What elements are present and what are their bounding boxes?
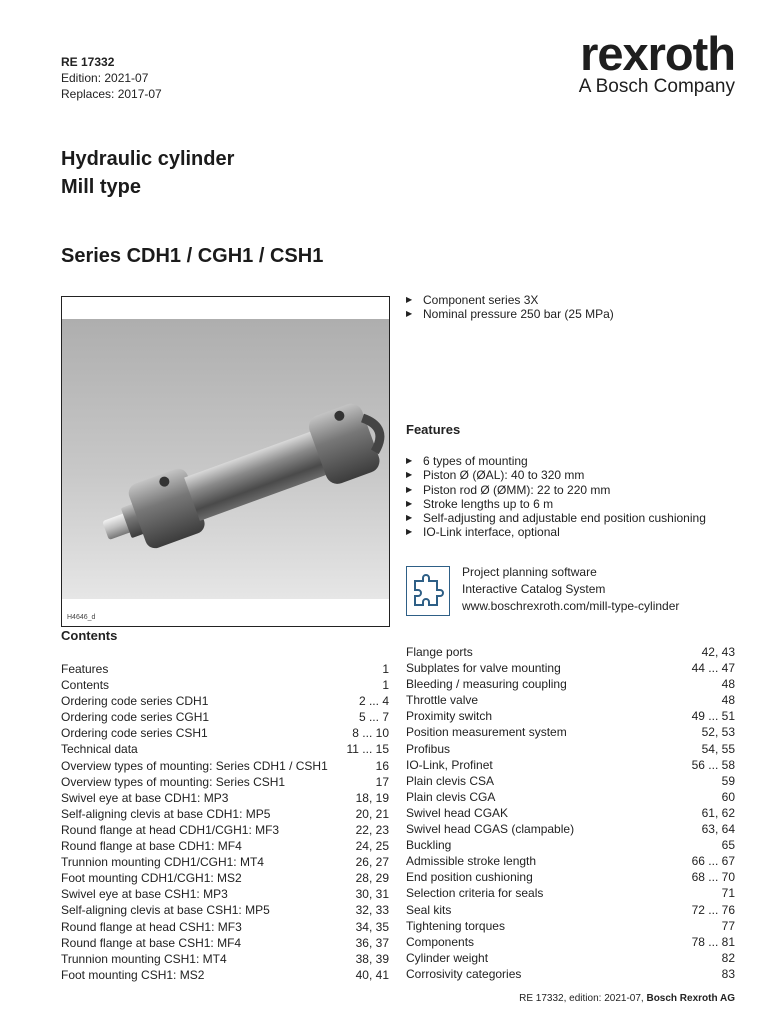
contents-entry-page: 30, 31: [355, 887, 389, 902]
contents-row[interactable]: [61, 758, 389, 774]
contents-entry-label: Plain clevis CSA: [406, 773, 495, 788]
spec-bullet: ▶ Component series 3X: [406, 293, 614, 307]
contents-entry-label: Trunnion mounting CSH1: MT4: [61, 951, 227, 966]
contents-entry-label: Admissible stroke length: [406, 854, 537, 869]
contents-entry-page: 8 ... 10: [352, 726, 389, 741]
features-heading: Features: [406, 422, 461, 437]
contents-entry-page: 71: [721, 886, 735, 901]
contents-entry-label: Cylinder weight: [406, 950, 489, 965]
contents-entry-label: IO-Link, Profinet: [406, 757, 493, 772]
contents-entry-label: Technical data: [61, 742, 138, 757]
contents-entry-page: 56 ... 58: [691, 757, 735, 772]
contents-entry-page: 24, 25: [355, 839, 389, 854]
spec-bullet: ▶ Nominal pressure 250 bar (25 MPa): [406, 307, 614, 321]
contents-entry-page: 54, 55: [701, 741, 735, 756]
brand-tagline: A Bosch Company: [578, 76, 735, 97]
contents-row[interactable]: [61, 854, 389, 870]
replaces: Replaces: 2017-07: [61, 87, 162, 101]
contents-entry-page: 36, 37: [355, 935, 389, 950]
contents-entry-page: 72 ... 76: [691, 902, 735, 917]
contents-row[interactable]: [406, 918, 735, 934]
contents-entry-label: Swivel eye at base CSH1: MP3: [61, 887, 228, 902]
contents-row[interactable]: [61, 902, 389, 918]
contents-row[interactable]: [406, 644, 735, 660]
contents-entry-label: Flange ports: [406, 645, 473, 659]
contents-row[interactable]: [61, 935, 389, 951]
contents-row[interactable]: [406, 805, 735, 821]
contents-row[interactable]: [406, 934, 735, 950]
feature-item: ▶ 6 types of mounting: [406, 454, 706, 468]
contents-entry-label: Plain clevis CGA: [406, 789, 496, 804]
title-line-1: Hydraulic cylinder: [61, 148, 235, 170]
contents-row[interactable]: [406, 853, 735, 869]
catalog-line-1: Project planning software: [462, 565, 597, 579]
contents-row[interactable]: [61, 774, 389, 790]
contents-row[interactable]: [61, 886, 389, 902]
contents-row[interactable]: [61, 725, 389, 741]
contents-entry-page: 16: [375, 758, 389, 773]
contents-entry-label: Trunnion mounting CDH1/CGH1: MT4: [61, 855, 264, 870]
contents-row[interactable]: [406, 821, 735, 837]
contents-row[interactable]: [61, 741, 389, 757]
footer-company: Bosch Rexroth AG: [646, 993, 735, 1004]
feature-item: ▶ Piston rod Ø (ØMM): 22 to 220 mm: [406, 483, 706, 497]
contents-row[interactable]: [61, 838, 389, 854]
contents-entry-label: Corrosivity categories: [406, 966, 522, 981]
contents-entry-label: Round flange at base CDH1: MF4: [61, 839, 242, 854]
contents-entry-label: Features: [61, 662, 109, 676]
contents-entry-label: Self-aligning clevis at base CDH1: MP5: [61, 806, 271, 821]
contents-entry-label: Overview types of mounting: Series CDH1 / CSH1: [61, 758, 328, 773]
contents-row[interactable]: [406, 966, 735, 982]
contents-entry-label: Contents: [61, 678, 110, 693]
spec-bullets: [406, 293, 614, 322]
contents-entry-label: Round flange at head CDH1/CGH1: MF3: [61, 822, 280, 837]
contents-row[interactable]: [406, 741, 735, 757]
contents-row[interactable]: [61, 967, 389, 983]
contents-entry-page: 40, 41: [355, 967, 389, 982]
contents-entry-label: Overview types of mounting: Series CSH1: [61, 774, 286, 789]
contents-list-left: [61, 661, 389, 983]
contents-entry-label: Proximity switch: [406, 709, 493, 724]
contents-row[interactable]: [406, 789, 735, 805]
catalog-url[interactable]: www.boschrexroth.com/mill-type-cylinder: [462, 599, 680, 613]
catalog-info: [462, 564, 679, 615]
contents-entry-page: 18, 19: [355, 790, 389, 805]
contents-entry-label: Selection criteria for seals: [406, 886, 544, 901]
contents-entry-page: 48: [721, 677, 735, 692]
contents-entry-label: Tightening torques: [406, 918, 505, 933]
contents-entry-label: Profibus: [406, 741, 451, 756]
contents-row[interactable]: [61, 677, 389, 693]
contents-row[interactable]: [406, 885, 735, 901]
contents-entry-label: Throttle valve: [406, 693, 479, 708]
contents-entry-page: 1: [382, 678, 389, 693]
contents-row[interactable]: [406, 950, 735, 966]
contents-entry-page: 22, 23: [355, 822, 389, 837]
contents-entry-label: Seal kits: [406, 902, 452, 917]
contents-entry-page: 38, 39: [355, 951, 389, 966]
contents-row[interactable]: [61, 709, 389, 725]
contents-entry-label: Foot mounting CDH1/CGH1: MS2: [61, 871, 242, 886]
contents-entry-page: 44 ... 47: [691, 661, 735, 676]
contents-entry-page: 52, 53: [701, 725, 735, 740]
contents-entry-page: 78 ... 81: [691, 934, 735, 949]
contents-entry-label: Components: [406, 934, 475, 949]
contents-entry-label: Ordering code series CDH1: [61, 694, 209, 709]
contents-entry-label: Swivel head CGAS (clampable): [406, 822, 575, 837]
contents-entry-label: Swivel eye at base CDH1: MP3: [61, 790, 229, 805]
contents-row[interactable]: [406, 773, 735, 789]
contents-row[interactable]: [406, 708, 735, 724]
contents-entry-label: Round flange at base CSH1: MF4: [61, 935, 242, 950]
image-code: H4646_d: [67, 614, 96, 621]
contents-row[interactable]: [406, 757, 735, 773]
footer-text: RE 17332, edition: 2021-07,: [519, 993, 644, 1004]
contents-entry-label: Self-aligning clevis at base CSH1: MP5: [61, 903, 270, 918]
contents-entry-page: 5 ... 7: [358, 710, 389, 725]
contents-row[interactable]: [61, 693, 389, 709]
contents-heading: Contents: [61, 628, 118, 643]
document-id: RE 17332: [61, 55, 115, 69]
contents-entry-page: 17: [375, 774, 389, 789]
features-list: [406, 454, 706, 540]
contents-row[interactable]: [61, 661, 389, 677]
catalog-line-2: Interactive Catalog System: [462, 582, 606, 596]
contents-entry-label: Foot mounting CSH1: MS2: [61, 967, 205, 982]
contents-entry-page: 68 ... 70: [691, 870, 735, 885]
catalog-icon-box: [406, 566, 450, 616]
contents-entry-label: Buckling: [406, 838, 452, 853]
contents-entry-label: Bleeding / measuring coupling: [406, 677, 567, 692]
contents-entry-label: Swivel head CGAK: [406, 805, 509, 820]
hydraulic-cylinder-image: [62, 297, 390, 627]
contents-row[interactable]: [61, 806, 389, 822]
feature-item: ▶ Piston Ø (ØAL): 40 to 320 mm: [406, 468, 706, 482]
contents-row[interactable]: [406, 660, 735, 676]
contents-entry-label: End position cushioning: [406, 870, 533, 885]
contents-entry-page: 83: [721, 966, 735, 981]
document-title: [61, 145, 234, 201]
puzzle-icon: [407, 567, 449, 615]
series-heading: Series CDH1 / CGH1 / CSH1: [61, 245, 324, 267]
feature-item: ▶ Stroke lengths up to 6 m: [406, 497, 706, 511]
contents-row[interactable]: [406, 837, 735, 853]
brand-logo: [578, 27, 735, 98]
contents-row[interactable]: [61, 822, 389, 838]
page-footer: [519, 993, 735, 1004]
contents-entry-label: Round flange at head CSH1: MF3: [61, 919, 242, 934]
edition: Edition: 2021-07: [61, 71, 149, 85]
contents-row[interactable]: [61, 919, 389, 935]
contents-entry-page: 20, 21: [355, 806, 389, 821]
contents-entry-page: 34, 35: [355, 919, 389, 934]
contents-entry-page: 32, 33: [355, 903, 389, 918]
contents-entry-label: Ordering code series CSH1: [61, 726, 208, 741]
contents-list-right: [406, 644, 735, 982]
contents-row[interactable]: [61, 790, 389, 806]
contents-entry-page: 77: [721, 918, 735, 933]
contents-row[interactable]: [61, 951, 389, 967]
feature-item: ▶ Self-adjusting and adjustable end position cushioning: [406, 511, 706, 525]
contents-entry-page: 63, 64: [701, 822, 735, 837]
contents-entry-page: 48: [721, 693, 735, 708]
contents-entry-page: 1: [382, 662, 389, 676]
title-line-2: Mill type: [61, 176, 142, 198]
document-meta: [61, 54, 162, 102]
contents-entry-page: 26, 27: [355, 855, 389, 870]
contents-row[interactable]: [406, 902, 735, 918]
contents-entry-page: 82: [721, 950, 735, 965]
contents-row[interactable]: [61, 870, 389, 886]
brand-wordmark: rexroth: [580, 27, 735, 80]
feature-item: ▶ IO-Link interface, optional: [406, 525, 706, 539]
contents-entry-page: 28, 29: [355, 871, 389, 886]
contents-row[interactable]: [406, 692, 735, 708]
contents-entry-page: 66 ... 67: [691, 854, 735, 869]
contents-row[interactable]: [406, 869, 735, 885]
contents-entry-page: 59: [721, 773, 735, 788]
contents-entry-page: 60: [721, 789, 735, 804]
contents-entry-page: 2 ... 4: [358, 694, 389, 709]
contents-entry-label: Ordering code series CGH1: [61, 710, 210, 725]
contents-row[interactable]: [406, 724, 735, 740]
contents-entry-page: 65: [721, 838, 735, 853]
contents-entry-page: 42, 43: [701, 645, 735, 659]
contents-entry-page: 49 ... 51: [691, 709, 735, 724]
product-photo: [61, 296, 390, 627]
contents-entry-label: Subplates for valve mounting: [406, 661, 561, 676]
contents-entry-page: 61, 62: [701, 805, 735, 820]
contents-entry-page: 11 ... 15: [346, 742, 389, 757]
contents-entry-label: Position measurement system: [406, 725, 567, 740]
contents-row[interactable]: [406, 676, 735, 692]
